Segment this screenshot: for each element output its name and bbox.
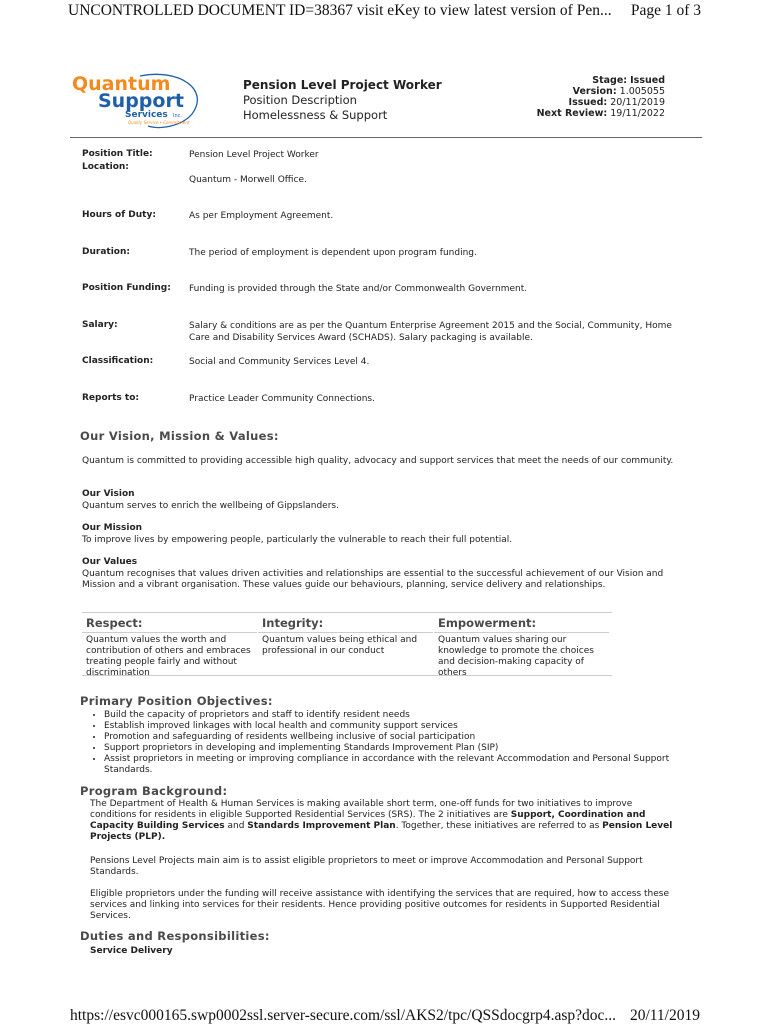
duties-subheading: Service Delivery	[90, 946, 173, 956]
field-label: Salary:	[82, 320, 118, 330]
version-value: 1.005055	[619, 86, 665, 97]
list-item: • Assist proprietors in meeting or improving compliance in accordance with the relevant Accommodation and Personal Support Standards.	[104, 754, 694, 776]
print-footer	[70, 1007, 700, 1025]
document-subtitle: Position Description	[243, 93, 357, 107]
uncontrolled-notice: UNCONTROLLED DOCUMENT ID=38367 visit eKey to view latest version of Pen...	[68, 2, 612, 19]
issued-label: Issued:	[568, 97, 608, 108]
stage-label: Stage:	[592, 75, 628, 86]
value-heading: Respect:	[86, 616, 143, 630]
stage-value: Issued	[630, 75, 665, 86]
value-heading: Integrity:	[262, 616, 324, 630]
print-date: 20/11/2019	[629, 1007, 700, 1024]
source-url: https://esvc000165.swp0002ssl.server-secure.com/ssl/AKS2/tpc/QSSdocgrp4.asp?doc...	[70, 1007, 616, 1024]
value-text: Quantum values the worth and contribution of others and embraces treating people fairly and without discrimination	[82, 632, 257, 679]
our-values-text: Quantum recognises that values driven activities and relationships are essential to the successful achievement of our Vision and Mission and a vibrant organisation. These values guide our behaviours, planning, service delivery and relationships.	[82, 569, 664, 590]
logo-suffix: Inc.	[173, 113, 182, 119]
value-text: Quantum values being ethical and professional in our conduct	[258, 632, 433, 657]
document-title: Pension Level Project Worker	[243, 78, 442, 92]
logo-word-3: Services	[125, 110, 168, 120]
field-value: As per Employment Agreement.	[189, 211, 334, 221]
vision-heading: Our Vision, Mission & Values:	[80, 429, 279, 443]
review-label: Next Review:	[536, 108, 608, 119]
our-vision-text: Quantum serves to enrich the wellbeing of Gippslanders.	[82, 501, 339, 511]
list-item: • Promotion and safeguarding of residents wellbeing inclusive of social participation	[104, 732, 694, 743]
field-value: The period of employment is dependent upon program funding.	[189, 248, 477, 258]
field-label: Classification:	[82, 356, 154, 366]
our-mission-heading: Our Mission	[82, 523, 143, 533]
field-value: Salary & conditions are as per the Quantum Enterprise Agreement 2015 and the Social, Community, Home Care and Disability Services Award (SCHADS). Salary packaging is available.	[189, 321, 672, 343]
field-label: Location:	[82, 162, 129, 172]
value-empowerment	[434, 613, 609, 679]
document-meta	[537, 75, 665, 119]
field-label: Position Title:	[82, 149, 153, 159]
field-value: Practice Leader Community Connections.	[189, 394, 375, 404]
background-paragraph-3: Eligible proprietors under the funding will receive assistance with identifying the services that are required, how to access these services and linking into services for their residents. Hence providing positive outcomes for residents in Supported Residential Services.	[90, 889, 670, 921]
logo-tagline: Quality Service • Commitment	[128, 120, 190, 125]
field-value: Quantum - Morwell Office.	[189, 175, 307, 185]
logo-word-1: Quantum	[72, 73, 171, 95]
document-department: Homelessness & Support	[243, 108, 388, 122]
background-paragraph-2: Pensions Level Projects main aim is to assist eligible proprietors to meet or improve Accommodation and Personal Support Standards.	[90, 856, 643, 877]
duties-heading: Duties and Responsibilities:	[80, 929, 270, 943]
our-values-heading: Our Values	[82, 557, 138, 567]
field-label: Position Funding:	[82, 283, 171, 293]
objectives-heading: Primary Position Objectives:	[80, 694, 273, 708]
our-mission-text: To improve lives by empowering people, particularly the vulnerable to reach their full potential.	[82, 535, 513, 545]
version-label: Version:	[572, 86, 617, 97]
issued-value: 20/11/2019	[610, 97, 665, 108]
value-respect	[82, 613, 257, 679]
our-vision-heading: Our Vision	[82, 489, 135, 499]
background-heading: Program Background:	[80, 784, 228, 798]
objectives-list	[90, 710, 694, 776]
field-value: Pension Level Project Worker	[189, 150, 319, 160]
list-item: • Establish improved linkages with local health and community support services	[104, 721, 694, 732]
background-paragraph-1: The Department of Health & Human Services is making available short term, one-off funds for two initiatives to improve conditions for residents in eligible Supported Residential Services (SRS). The 2 initiatives are Support, Coordination and Capacity Building Services and Standards Improvement Plan. Together, these initiatives are referred to as Pension Level Projects (PLP).	[90, 799, 673, 842]
field-label: Hours of Duty:	[82, 210, 156, 220]
document-header	[243, 78, 442, 123]
value-integrity	[258, 613, 433, 657]
field-value: Funding is provided through the State and/or Commonwealth Government.	[189, 284, 528, 294]
review-value: 19/11/2022	[610, 108, 665, 119]
header-divider	[70, 137, 702, 138]
list-item: • Build the capacity of proprietors and staff to identify resident needs	[104, 710, 694, 721]
value-heading: Empowerment:	[438, 616, 537, 630]
page-number: Page 1 of 3	[630, 2, 701, 19]
field-value: Social and Community Services Level 4.	[189, 357, 370, 367]
field-label: Reports to:	[82, 393, 139, 403]
values-table	[82, 612, 612, 676]
quantum-logo	[70, 70, 205, 130]
field-label: Duration:	[82, 247, 130, 257]
list-item: • Support proprietors in developing and implementing Standards Improvement Plan (SIP)	[104, 743, 694, 754]
print-header	[68, 2, 701, 20]
logo-word-2: Support	[98, 90, 184, 112]
value-text: Quantum values sharing our knowledge to promote the choices and decision-making capacity of others	[434, 632, 609, 679]
vision-intro: Quantum is committed to providing accessible high quality, advocacy and support services that meet the needs of our community.	[82, 456, 674, 466]
